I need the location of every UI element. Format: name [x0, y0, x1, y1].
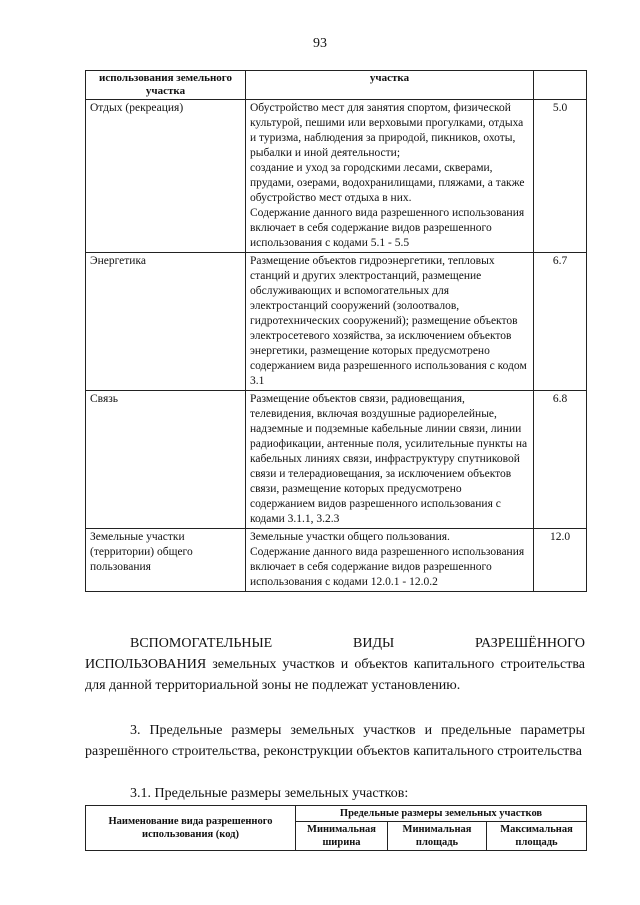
use-description-cell: Размещение объектов связи, радиовещания, телевидения, включая воздушные радиорелейные, надземные и подземные кабельные линии связи, линии радиофикации, антенные поля, усилительные пункты на кабельных линиях связи, инфраструктуру спутниковой связи и телерадиовещания, за исключением объектов связи, размещение которых предусмотрено содержанием видов разрешенного использования с кодами 3.1.1, 3.2.3 — [246, 391, 534, 529]
auxiliary-uses-text: ИСПОЛЬЗОВАНИЯ земельных участков и объектов капитального строительства для данной территориальной зоны не подлежат установлению. — [85, 657, 585, 693]
sizes-header-group: Предельные размеры земельных участков — [296, 806, 587, 822]
section-3-1-heading: 3.1. Предельные размеры земельных участков: — [130, 786, 409, 801]
page-number: 93 — [313, 36, 327, 51]
table-row — [86, 529, 587, 592]
use-description-cell: Размещение объектов гидроэнергетики, тепловых станций и других электростанций, размещение обслуживающих и вспомогательных для электростанций сооружений (золоотвалов, гидротехнических сооружений); размещение объектов электросетевого хозяйства, за исключением объектов энергетики, размещение которых предусмотрено содержанием вида разрешенного использования с кодом 3.1 — [246, 253, 534, 391]
sizes-header-max-area: Максимальная площадь — [487, 822, 587, 851]
use-description-cell: Земельные участки общего пользования. Содержание данного вида разрешенного использования включает в себя содержание видов разрешенного использования с кодами 12.0.1 - 12.0.2 — [246, 529, 534, 592]
sizes-header-min-area: Минимальная площадь — [388, 822, 487, 851]
use-name-cell: Земельные участки (территории) общего пользования — [86, 529, 246, 592]
section-3-text: 3. Предельные размеры земельных участков и предельные параметры разрешённого строительства, реконструкции объектов капитального строительства — [85, 723, 585, 759]
use-description-cell: Обустройство мест для занятия спортом, физической культурой, пешими или верховыми прогулками, отдыха и туризма, наблюдения за природой, пикников, охоты, рыбалки и иной деятельности; создание и уход за городскими лесами, скверами, прудами, озерами, водохранилищами, пляжами, а также обустройство мест отдыха в них. Содержание данного вида разрешенного использования включает в себя содержание видов разрешенного использования с кодами 5.1 - 5.5 — [246, 100, 534, 253]
use-name-cell: Связь — [86, 391, 246, 529]
use-name-cell: Отдых (рекреация) — [86, 100, 246, 253]
permitted-uses-table — [85, 70, 587, 592]
use-code-cell: 5.0 — [534, 100, 587, 253]
table-row — [86, 100, 587, 253]
sizes-header-use: Наименование вида разрешенного использования (код) — [86, 806, 296, 851]
auxiliary-uses-heading: ВСПОМОГАТЕЛЬНЫЕ ВИДЫ РАЗРЕШЁННОГО — [130, 636, 585, 651]
use-code-cell: 6.7 — [534, 253, 587, 391]
header-use-description: участка — [246, 71, 534, 100]
table-header-row — [86, 71, 587, 100]
use-code-cell: 12.0 — [534, 529, 587, 592]
use-code-cell: 6.8 — [534, 391, 587, 529]
table-row — [86, 391, 587, 529]
table-row — [86, 253, 587, 391]
use-name-cell: Энергетика — [86, 253, 246, 391]
header-code — [534, 71, 587, 100]
plot-sizes-table — [85, 805, 587, 851]
section-3-paragraph — [85, 720, 585, 762]
sizes-header-min-width: Минимальная ширина — [296, 822, 388, 851]
auxiliary-uses-paragraph — [85, 633, 585, 696]
header-use-name: использования земельного участка — [86, 71, 246, 100]
